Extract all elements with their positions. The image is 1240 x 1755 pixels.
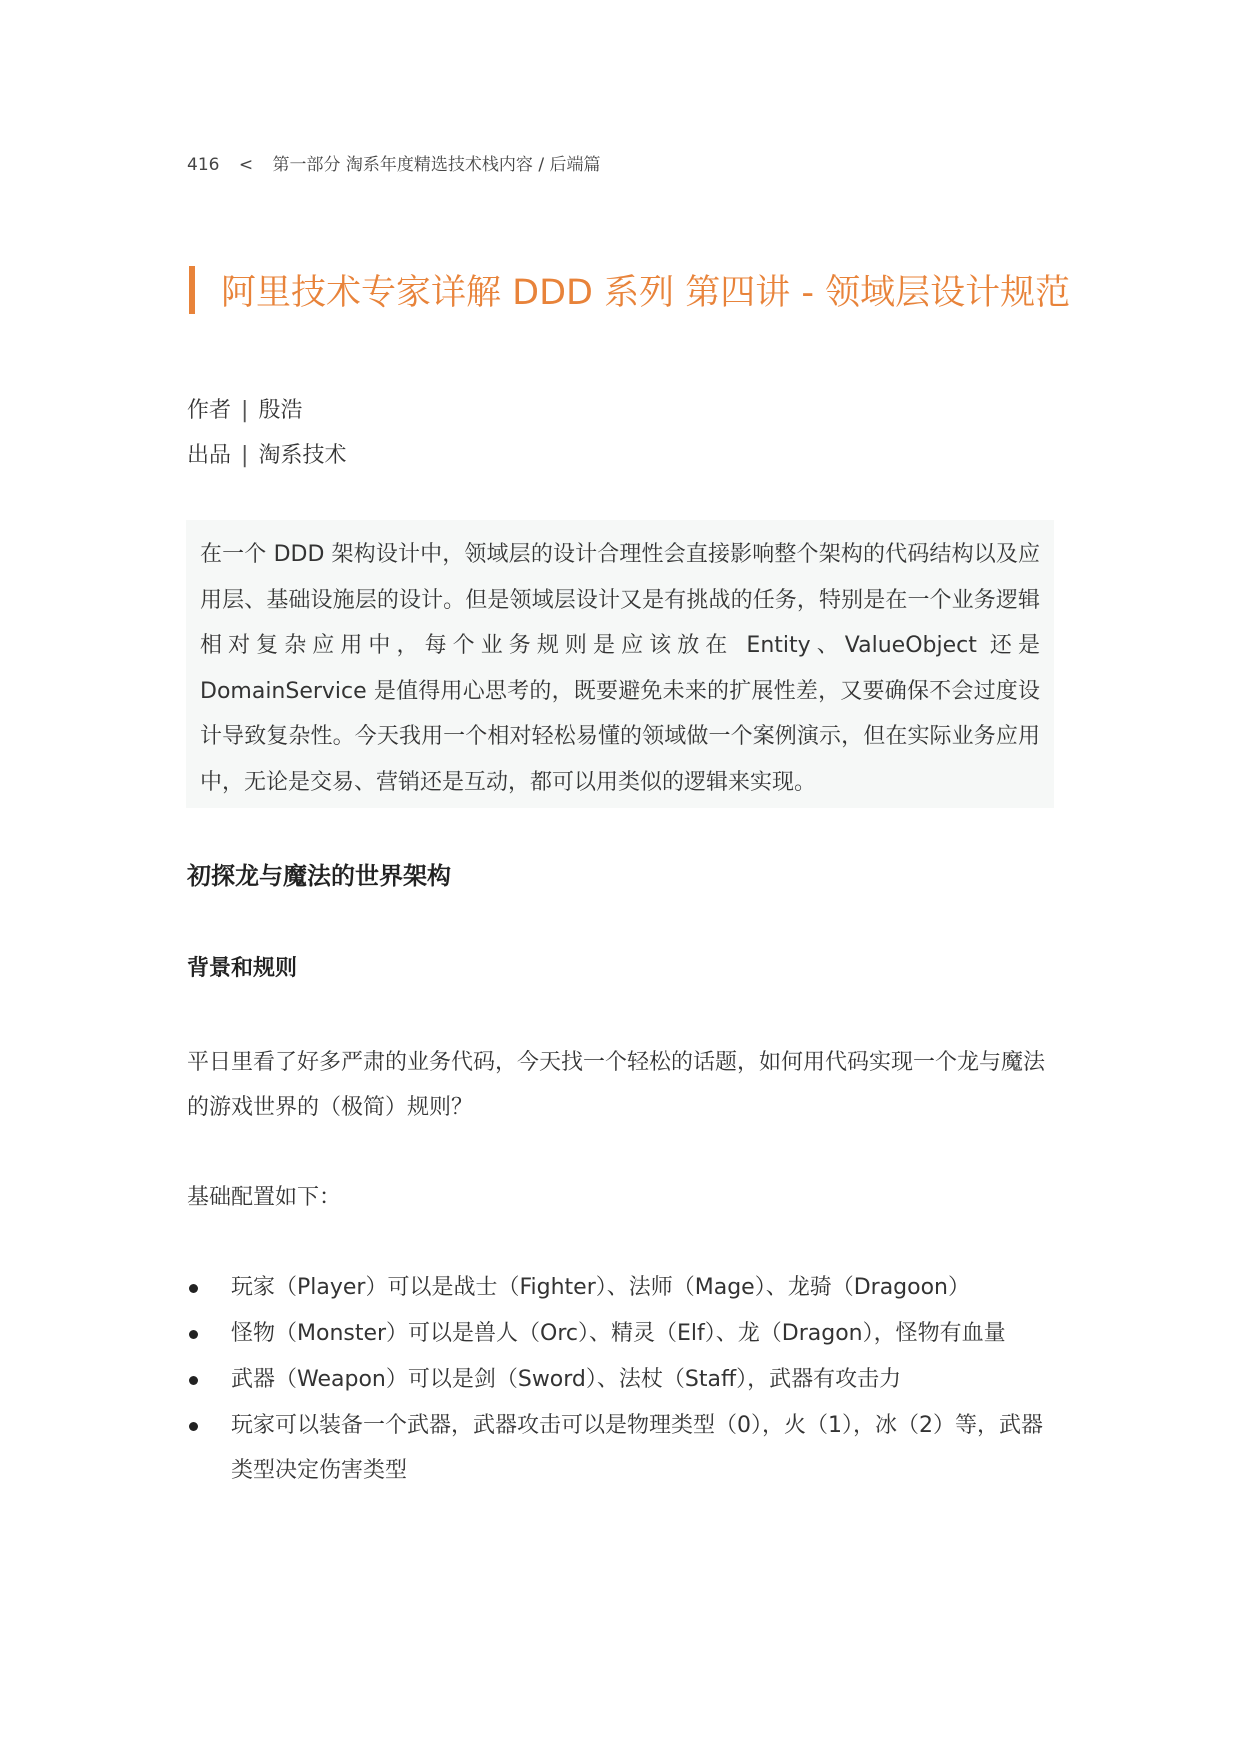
header-separator: < [238,155,254,175]
list-item [187,1357,1055,1402]
list-item-text: 玩家可以装备一个武器，武器攻击可以是物理类型（0），火（1），冰（2）等，武器类型决定伤害类型 [231,1413,1043,1483]
list-item-text: 武器（Weapon）可以是剑（Sword）、法杖（Staff），武器有攻击力 [231,1367,902,1392]
intro-paragraph: 平日里看了好多严肃的业务代码，今天找一个轻松的话题，如何用代码实现一个龙与魔法的游戏世界的（极简）规则？ [187,1050,1046,1120]
title-block [189,266,1070,314]
abstract-text: 在一个 DDD 架构设计中，领域层的设计合理性会直接影响整个架构的代码结构以及应用层、基础设施层的设计。但是领域层设计又是有挑战的任务，特别是在一个业务逻辑相对复杂应用中，每个业务规则是应该放在 Entity、ValueObject 还是 DomainService 是值得用心思考的，既要避免未来的扩展性差，又要确保不会过度设计导致复杂性。今天我用一个相对轻松易懂的领域做一个案例演示，但在实际业务应用中，无论是交易、营销还是互动，都可以用类似的逻辑来实现。 [200,542,1040,795]
subsection-heading: 背景和规则 [187,956,298,981]
author-name: 殷浩 [258,398,303,423]
breadcrumb: 第一部分 淘系年度精选技术栈内容 / 后端篇 [272,155,601,175]
publisher-label: 出品 [187,443,232,468]
bullet-icon [189,1330,198,1339]
bullet-icon [189,1376,198,1385]
abstract-box [186,520,1054,808]
page-number: 416 [187,155,220,175]
list-item [187,1265,1055,1310]
publisher-name: 淘系技术 [258,443,347,468]
meta-divider: | [241,443,249,468]
author-line [187,393,302,424]
title-accent-bar [189,266,195,314]
bullet-icon [189,1422,198,1431]
config-paragraph: 基础配置如下： [187,1185,342,1210]
bullet-icon [189,1284,198,1293]
running-header [187,150,600,175]
rules-list [187,1265,1055,1494]
list-item [187,1311,1055,1356]
publisher-line [187,438,346,469]
section-heading: 初探龙与魔法的世界架构 [187,862,451,890]
author-label: 作者 [187,398,232,423]
list-item-text: 怪物（Monster）可以是兽人（Orc）、精灵（Elf）、龙（Dragon），怪物有血量 [231,1321,1006,1346]
meta-divider: | [241,398,249,423]
list-item [187,1403,1055,1493]
article-title: 阿里技术专家详解 DDD 系列 第四讲 - 领域层设计规范 [221,273,1071,313]
list-item-text: 玩家（Player）可以是战士（Fighter）、法师（Mage）、龙骑（Dragoon） [231,1275,970,1300]
